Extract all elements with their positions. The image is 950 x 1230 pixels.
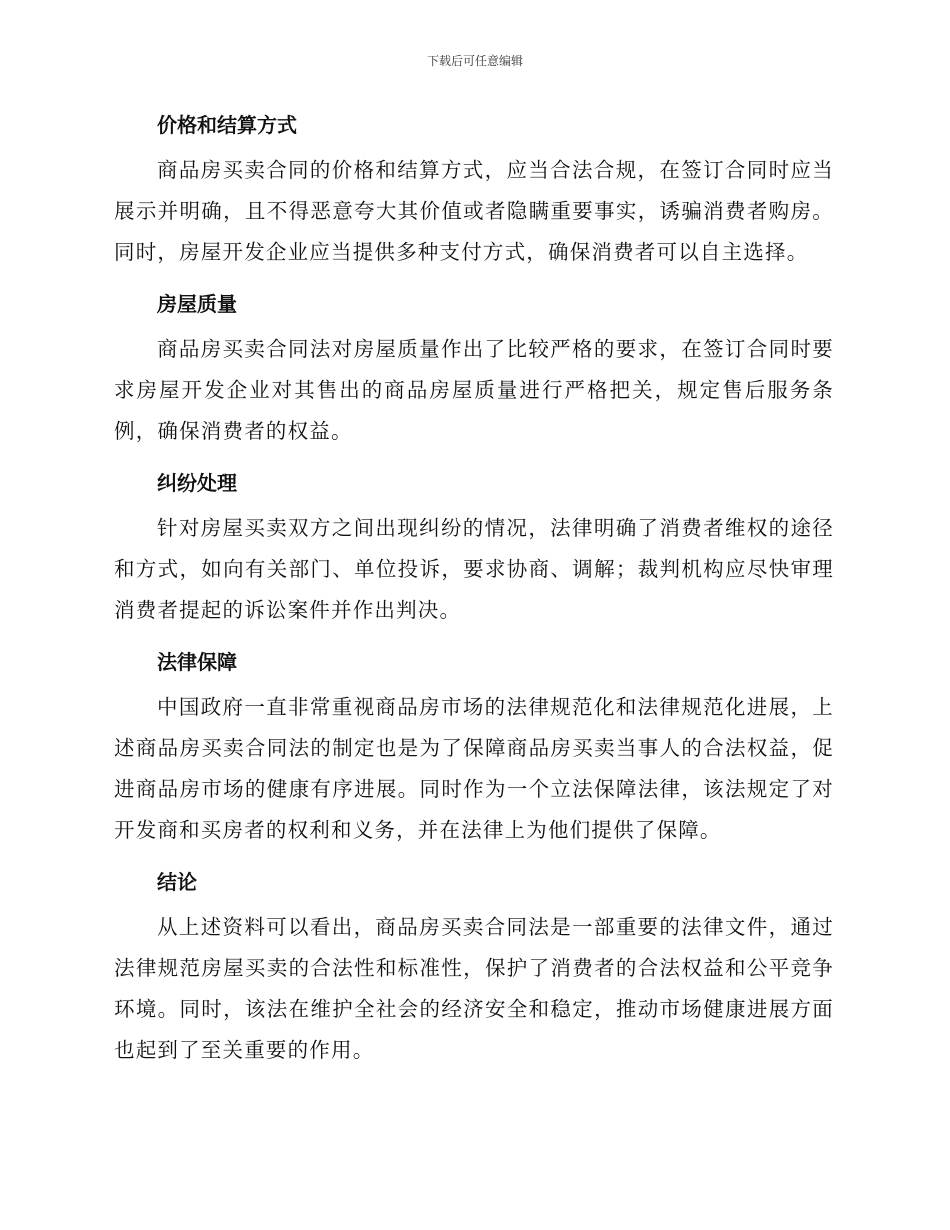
section-heading: 价格和结算方式 bbox=[157, 113, 297, 137]
section-heading: 结论 bbox=[157, 870, 197, 894]
document-body bbox=[114, 106, 834, 1083]
section-paragraph: 中国政府一直非常重视商品房市场的法律规范化和法律规范化进展，上述商品房买卖合同法的制定也是为了保障商品房买卖当事人的合法权益，促进商品房市场的健康有序进展。同时作为一个立法保障法律，该法规定了对开发商和买房者的权利和义务，并在法律上为他们提供了保障。 bbox=[114, 695, 834, 842]
header-note: 下载后可任意编辑 bbox=[426, 54, 523, 68]
section-heading: 房屋质量 bbox=[157, 292, 237, 316]
section-price-settlement bbox=[114, 106, 834, 273]
section-dispute-handling bbox=[114, 464, 834, 631]
section-paragraph: 商品房买卖合同的价格和结算方式，应当合法合规，在签订合同时应当展示并明确，且不得恶意夸大其价值或者隐瞒重要事实，诱骗消费者购房。同时，房屋开发企业应当提供多种支付方式，确保消费者可以自主选择。 bbox=[114, 158, 834, 264]
section-heading: 纠纷处理 bbox=[157, 471, 237, 495]
section-paragraph: 商品房买卖合同法对房屋质量作出了比较严格的要求，在签订合同时要求房屋开发企业对其售出的商品房屋质量进行严格把关，规定售后服务条例，确保消费者的权益。 bbox=[114, 337, 834, 443]
section-legal-protection bbox=[114, 643, 834, 851]
section-house-quality bbox=[114, 285, 834, 452]
section-paragraph: 针对房屋买卖双方之间出现纠纷的情况，法律明确了消费者维权的途径和方式，如向有关部门、单位投诉，要求协商、调解；裁判机构应尽快审理消费者提起的诉讼案件并作出判决。 bbox=[114, 516, 834, 622]
section-heading: 法律保障 bbox=[157, 650, 237, 674]
section-paragraph: 从上述资料可以看出，商品房买卖合同法是一部重要的法律文件，通过法律规范房屋买卖的合法性和标准性，保护了消费者的合法权益和公平竞争环境。同时，该法在维护全社会的经济安全和稳定，推动市场健康进展方面也起到了至关重要的作用。 bbox=[114, 915, 834, 1062]
section-conclusion bbox=[114, 863, 834, 1071]
